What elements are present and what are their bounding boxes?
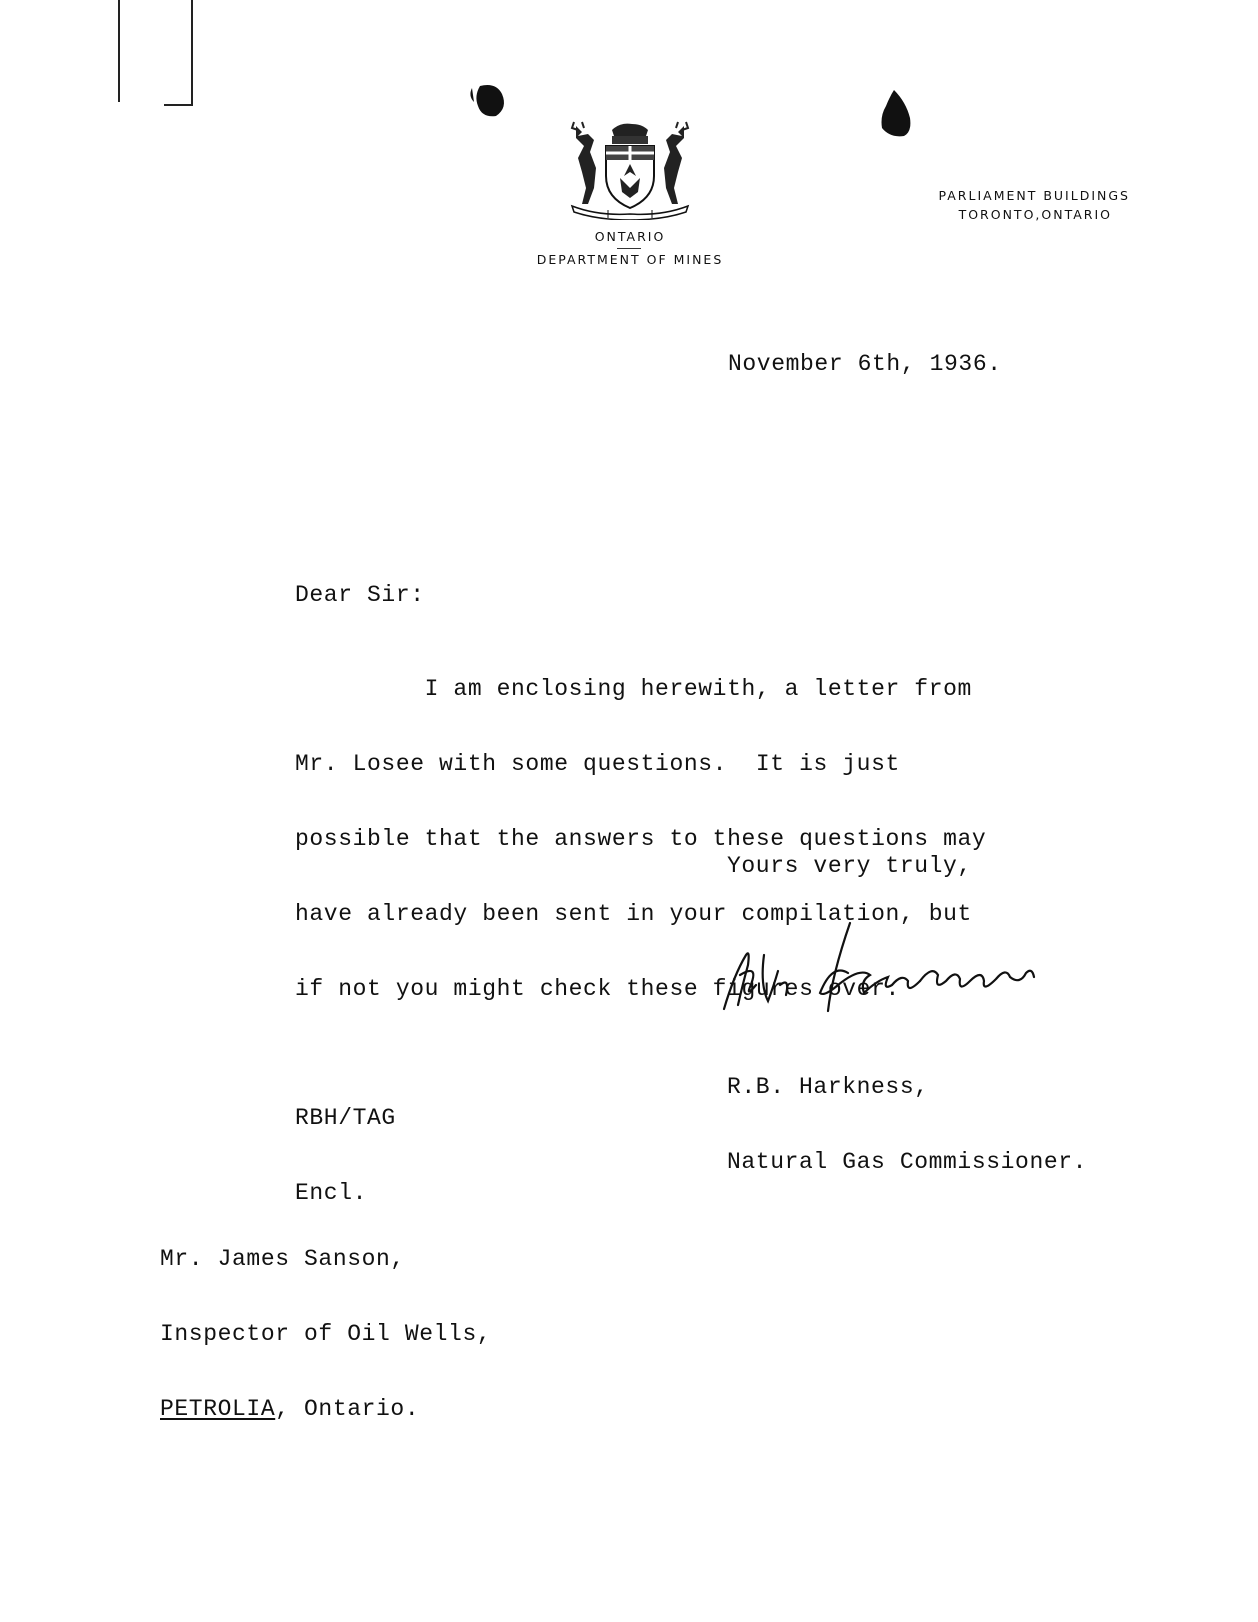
- reference-initials: RBH/TAG: [295, 1105, 396, 1131]
- signer-name: R.B. Harkness,: [727, 1074, 929, 1100]
- letterhead-address-line2: TORONTO,ONTARIO: [958, 207, 1112, 222]
- body-line: have already been sent in your compilation, but: [295, 901, 972, 927]
- signer-block: [727, 1025, 1087, 1225]
- body-line: if not you might check these figures over.: [295, 976, 900, 1002]
- recipient-title: Inspector of Oil Wells,: [160, 1321, 492, 1347]
- binder-mark-right: [191, 0, 193, 106]
- handwritten-signature: [720, 915, 1040, 1015]
- recipient-address: [160, 1197, 491, 1472]
- recipient-name: Mr. James Sanson,: [160, 1246, 405, 1272]
- body-line: Mr. Losee with some questions. It is just: [295, 751, 900, 777]
- letterhead-divider: [617, 248, 641, 249]
- letterhead-department: DEPARTMENT OF MINES: [536, 252, 724, 267]
- ontario-coat-of-arms-icon: [568, 118, 692, 220]
- binder-mark-left: [118, 0, 120, 102]
- enclosure-note: Encl.: [295, 1180, 368, 1206]
- letter-greeting: Dear Sir:: [295, 582, 425, 608]
- letter-date: November 6th, 1936.: [728, 351, 1002, 377]
- body-line: I am enclosing herewith, a letter from: [295, 676, 972, 702]
- recipient-location: [160, 1397, 491, 1422]
- ink-blot-left: [466, 80, 516, 120]
- letter-closing: Yours very truly,: [727, 853, 972, 879]
- ink-blot-right: [876, 88, 916, 140]
- letterhead-address-line1: PARLIAMENT BUILDINGS: [938, 188, 1130, 203]
- binder-mark-foot: [164, 104, 192, 106]
- letterhead-province: ONTARIO: [594, 229, 666, 244]
- recipient-province: , Ontario.: [275, 1396, 420, 1422]
- signer-title: Natural Gas Commissioner.: [727, 1149, 1088, 1175]
- body-line: possible that the answers to these questions may: [295, 826, 987, 852]
- recipient-city: PETROLIA: [160, 1396, 276, 1422]
